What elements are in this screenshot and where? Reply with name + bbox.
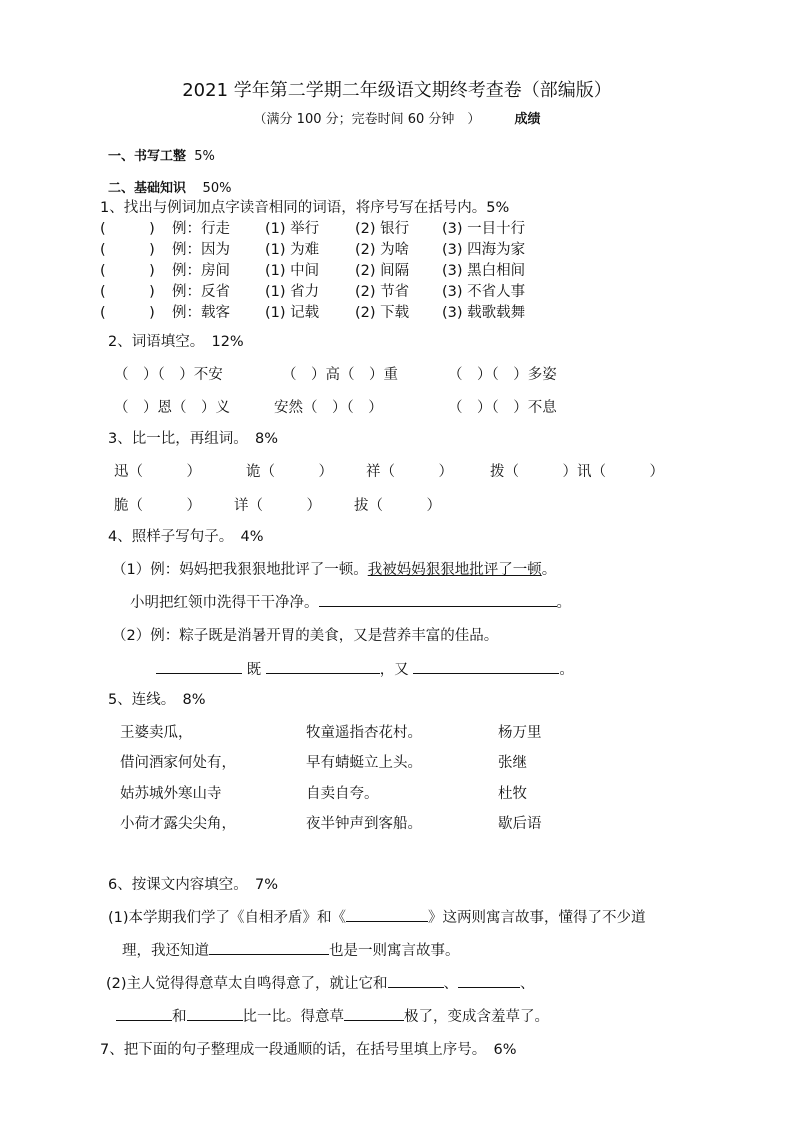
q1-prompt: 1、找出与例词加点字读音相同的词语，将序号写在括号内。5% bbox=[100, 200, 510, 216]
q5-right-item[interactable]: 张继 bbox=[498, 755, 527, 772]
q2-blank-2[interactable]: （ ）高（ ）重 bbox=[282, 367, 398, 383]
q5-row bbox=[120, 808, 542, 839]
q3-word-1[interactable]: 迅（ ） bbox=[114, 464, 201, 480]
q6-line-4 bbox=[116, 1005, 549, 1026]
q3-word-5[interactable]: 脆（ ） bbox=[114, 498, 201, 514]
q5-row bbox=[120, 716, 542, 747]
q5-middle-item[interactable]: 夜半钟声到客船。 bbox=[306, 816, 422, 833]
section-basics-score: 50% bbox=[202, 181, 232, 196]
q5-row bbox=[120, 747, 542, 778]
q1-paren-0[interactable]: ( ) bbox=[100, 221, 155, 237]
q4-answer-blank-3[interactable] bbox=[266, 658, 380, 674]
q6-line-3-b: 、 bbox=[443, 976, 459, 992]
q5-right-item[interactable]: 杨万里 bbox=[498, 724, 542, 741]
q1-example-2: 例：房间 bbox=[172, 263, 230, 279]
q4-task-2-end: 。 bbox=[559, 662, 574, 678]
q1-option-2-1: (2) 为啥 bbox=[355, 242, 410, 258]
q3-word-7[interactable]: 拔（ ） bbox=[354, 498, 441, 514]
q3-word-2[interactable]: 诡（ ） bbox=[246, 464, 333, 480]
q6-line-2-a: 理，我还知道 bbox=[122, 943, 209, 959]
q4-task-2 bbox=[156, 658, 574, 679]
q1-option-2-2: (2) 间隔 bbox=[355, 263, 410, 279]
q5-middle-item[interactable]: 牧童遥指杏花村。 bbox=[306, 724, 422, 741]
q6-line-2 bbox=[122, 939, 460, 960]
q5-left-item[interactable]: 小荷才露尖尖角， bbox=[120, 816, 236, 833]
q1-option-3-0: (3) 一目十行 bbox=[442, 221, 526, 237]
q6-line-2-b: 也是一则寓言故事。 bbox=[329, 943, 460, 959]
q4-example-1-end: 。 bbox=[541, 562, 557, 578]
q2-blank-6[interactable]: （ ）（ ）不息 bbox=[448, 400, 557, 416]
q6-blank-1[interactable] bbox=[346, 906, 428, 922]
q1-paren-1[interactable]: ( ) bbox=[100, 242, 155, 258]
q6-blank-5[interactable] bbox=[116, 1005, 172, 1021]
q1-option-3-2: (3) 黑白相间 bbox=[442, 263, 526, 279]
q1-option-3-1: (3) 四海为家 bbox=[442, 242, 526, 258]
q4-prompt: 4、照样子写句子。 4% bbox=[108, 529, 264, 545]
page-subtitle bbox=[0, 108, 794, 127]
q4-task-1-end: 。 bbox=[556, 595, 571, 611]
q6-line-4-c: 极了，变成含羞草了。 bbox=[404, 1009, 549, 1025]
q1-option-1-4: (1) 记载 bbox=[265, 305, 320, 321]
exam-info: （满分 100 分；完卷时间 60 分钟 ） bbox=[253, 112, 481, 127]
q5-left-item[interactable]: 借问酒家何处有， bbox=[120, 755, 236, 772]
q1-option-3-4: (3) 载歌载舞 bbox=[442, 305, 526, 321]
q1-paren-4[interactable]: ( ) bbox=[100, 305, 155, 321]
q2-blank-5[interactable]: 安然（ ）（ ） bbox=[274, 400, 383, 416]
q4-example-1-text: （1）例：妈妈把我狠狠地批评了一顿。 bbox=[112, 562, 368, 578]
q5-middle-item[interactable]: 早有蜻蜓立上头。 bbox=[306, 755, 422, 772]
section-basics bbox=[108, 177, 231, 196]
q6-blank-6[interactable] bbox=[187, 1005, 243, 1021]
section-writing bbox=[108, 145, 215, 164]
q4-answer-blank-4[interactable] bbox=[413, 658, 559, 674]
q6-prompt: 6、按课文内容填空。 7% bbox=[108, 877, 278, 893]
q1-example-4: 例：载客 bbox=[172, 305, 230, 321]
q1-paren-3[interactable]: ( ) bbox=[100, 284, 155, 300]
q1-option-1-3: (1) 省力 bbox=[265, 284, 320, 300]
q5-middle-item[interactable]: 自卖自夸。 bbox=[306, 785, 379, 802]
q1-example-1: 例：因为 bbox=[172, 242, 230, 258]
q6-blank-4[interactable] bbox=[458, 972, 520, 988]
q5-prompt: 5、连线。 8% bbox=[108, 692, 206, 708]
q1-option-3-3: (3) 不省人事 bbox=[442, 284, 526, 300]
q1-option-1-2: (1) 中间 bbox=[265, 263, 320, 279]
q4-task-1 bbox=[130, 591, 571, 612]
q1-option-2-0: (2) 银行 bbox=[355, 221, 410, 237]
q2-prompt: 2、词语填空。 12% bbox=[108, 334, 244, 350]
q6-blank-2[interactable] bbox=[209, 939, 329, 955]
section-writing-score: 5% bbox=[194, 149, 215, 164]
q1-option-1-1: (1) 为难 bbox=[265, 242, 320, 258]
q4-example-1 bbox=[112, 558, 556, 579]
q5-left-item[interactable]: 王婆卖瓜， bbox=[120, 724, 193, 741]
section-writing-label: 一、书写工整 bbox=[108, 149, 187, 164]
q5-right-item[interactable]: 杜牧 bbox=[498, 785, 527, 802]
q4-answer-blank-2[interactable] bbox=[156, 658, 242, 674]
q6-line-3-c: 、 bbox=[520, 976, 535, 992]
q4-you-word: ，又 bbox=[379, 662, 409, 678]
q5-left-item[interactable]: 姑苏城外寒山寺 bbox=[120, 785, 222, 802]
q6-line-3 bbox=[106, 972, 535, 993]
q6-line-3-a: (2)主人觉得得意草太自鸣得意了，就让它和 bbox=[106, 976, 388, 992]
q6-line-1 bbox=[108, 906, 646, 927]
q4-example-2: （2）例：粽子既是消暑开胃的美食，又是营养丰富的佳品。 bbox=[112, 628, 499, 644]
q4-answer-blank-1[interactable] bbox=[319, 591, 557, 607]
q3-word-4[interactable]: 拨（ ）讯（ ） bbox=[490, 464, 664, 480]
q4-example-1-answer: 我被妈妈狠狠地批评了一顿 bbox=[367, 562, 542, 578]
q6-blank-7[interactable] bbox=[344, 1005, 404, 1021]
q1-option-2-3: (2) 节省 bbox=[355, 284, 410, 300]
q1-option-1-0: (1) 举行 bbox=[265, 221, 320, 237]
q6-line-1-a: (1)本学期我们学了《自相矛盾》和《 bbox=[108, 910, 347, 926]
q5-right-item[interactable]: 歇后语 bbox=[498, 816, 542, 833]
score-label: 成绩 bbox=[514, 112, 541, 127]
q2-blank-1[interactable]: （ ）（ ）不安 bbox=[114, 367, 223, 383]
q5-matching-table bbox=[120, 716, 542, 838]
page-title: 2021 学年第二学期二年级语文期终考查卷（部编版） bbox=[182, 80, 612, 101]
q1-example-0: 例：行走 bbox=[172, 221, 230, 237]
q2-blank-4[interactable]: （ ）恩（ ）义 bbox=[114, 400, 230, 416]
q7-prompt: 7、把下面的句子整理成一段通顺的话，在括号里填上序号。 6% bbox=[100, 1042, 517, 1058]
q6-line-4-a: 和 bbox=[172, 1009, 187, 1025]
q6-blank-3[interactable] bbox=[388, 972, 444, 988]
q6-line-1-b: 》这两则寓言故事，懂得了不少道 bbox=[428, 910, 646, 926]
q3-word-6[interactable]: 详（ ） bbox=[234, 498, 321, 514]
q4-ji-word: 既 bbox=[246, 662, 262, 678]
q3-prompt: 3、比一比，再组词。 8% bbox=[108, 431, 278, 447]
q1-option-2-4: (2) 下载 bbox=[355, 305, 410, 321]
q6-line-4-b: 比一比。得意草 bbox=[242, 1009, 344, 1025]
q5-row bbox=[120, 777, 542, 808]
q3-word-3[interactable]: 祥（ ） bbox=[366, 464, 453, 480]
q1-paren-2[interactable]: ( ) bbox=[100, 263, 155, 279]
section-basics-label: 二、基础知识 bbox=[108, 181, 187, 196]
q1-example-3: 例：反省 bbox=[172, 284, 230, 300]
q4-task-1-text: 小明把红领巾洗得干干净净。 bbox=[130, 595, 319, 611]
q2-blank-3[interactable]: （ ）（ ）多姿 bbox=[448, 367, 557, 383]
